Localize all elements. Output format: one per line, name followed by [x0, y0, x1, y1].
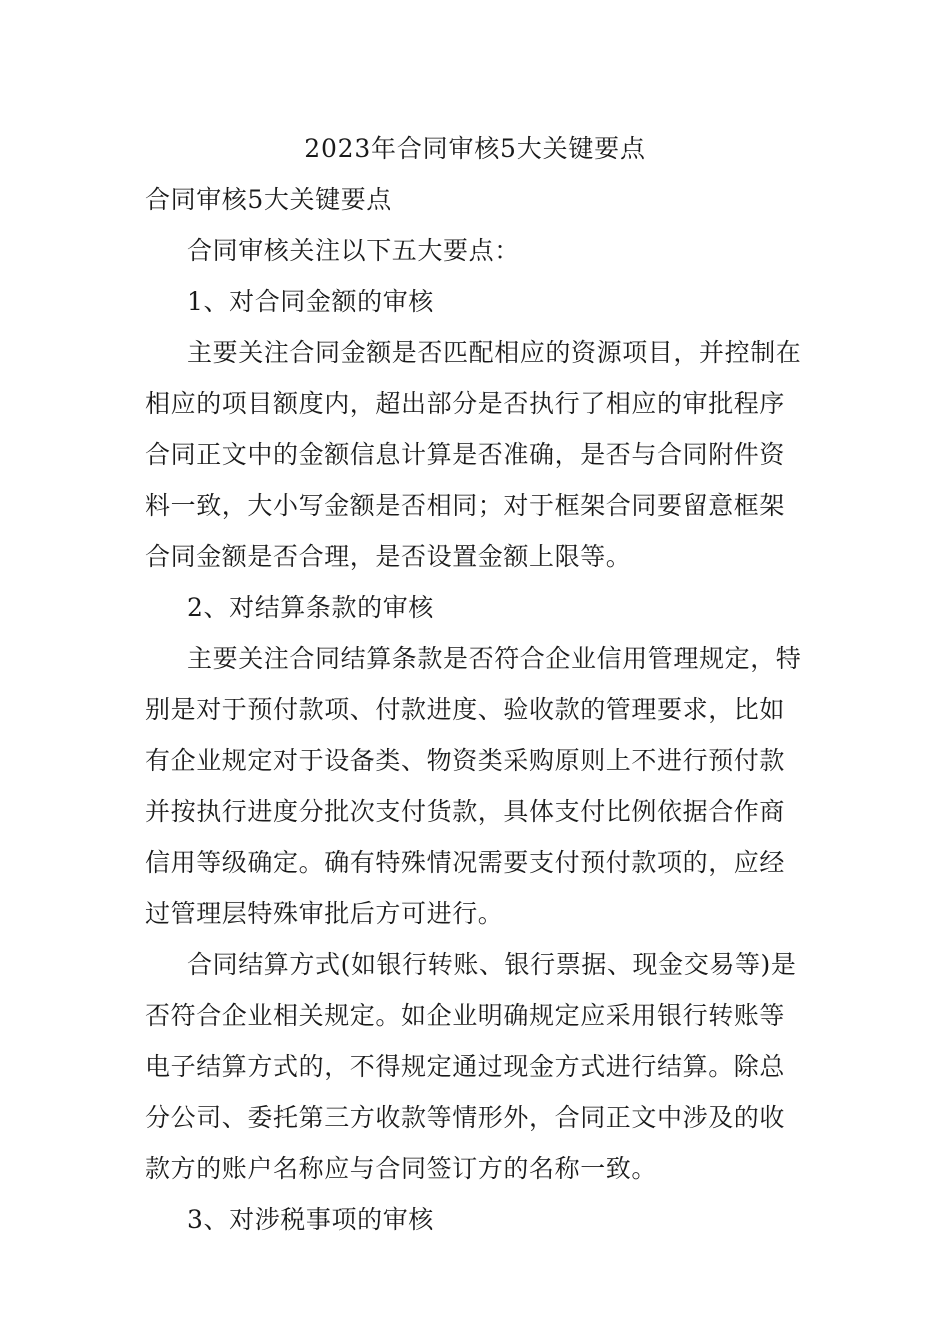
paragraph-line: 电子结算方式的，不得规定通过现金方式进行结算。除总	[145, 1052, 786, 1081]
paragraph-line: 主要关注合同结算条款是否符合企业信用管理规定，特	[187, 644, 802, 673]
paragraph-line: 料一致，大小写金额是否相同；对于框架合同要留意框架	[145, 491, 786, 520]
section-heading-2: 2、对结算条款的审核	[187, 593, 434, 622]
paragraph-line: 合同正文中的金额信息计算是否准确，是否与合同附件资	[145, 440, 786, 469]
paragraph-line: 有企业规定对于设备类、物资类采购原则上不进行预付款	[145, 746, 786, 775]
paragraph-line: 过管理层特殊审批后方可进行。	[145, 899, 504, 928]
paragraph-line: 合同金额是否合理，是否设置金额上限等。	[145, 542, 632, 571]
paragraph-line: 合同结算方式(如银行转账、银行票据、现金交易等)是	[187, 950, 797, 979]
section-heading-1: 1、对合同金额的审核	[187, 287, 434, 316]
paragraph-line: 别是对于预付款项、付款进度、验收款的管理要求，比如	[145, 695, 786, 724]
intro-text: 合同审核关注以下五大要点：	[187, 236, 520, 265]
document-title: 2023年合同审核5大关键要点	[304, 134, 646, 163]
paragraph-line: 款方的账户名称应与合同签订方的名称一致。	[145, 1154, 658, 1183]
paragraph-line: 并按执行进度分批次支付货款，具体支付比例依据合作商	[145, 797, 786, 826]
paragraph-line: 主要关注合同金额是否匹配相应的资源项目，并控制在	[187, 338, 802, 367]
document-subtitle: 合同审核5大关键要点	[145, 185, 392, 214]
paragraph-line: 否符合企业相关规定。如企业明确规定应采用银行转账等	[145, 1001, 786, 1030]
paragraph-line: 信用等级确定。确有特殊情况需要支付预付款项的，应经	[145, 848, 786, 877]
paragraph-line: 分公司、委托第三方收款等情形外，合同正文中涉及的收	[145, 1103, 786, 1132]
paragraph-line: 相应的项目额度内，超出部分是否执行了相应的审批程序	[145, 389, 786, 418]
section-heading-3: 3、对涉税事项的审核	[187, 1205, 434, 1234]
